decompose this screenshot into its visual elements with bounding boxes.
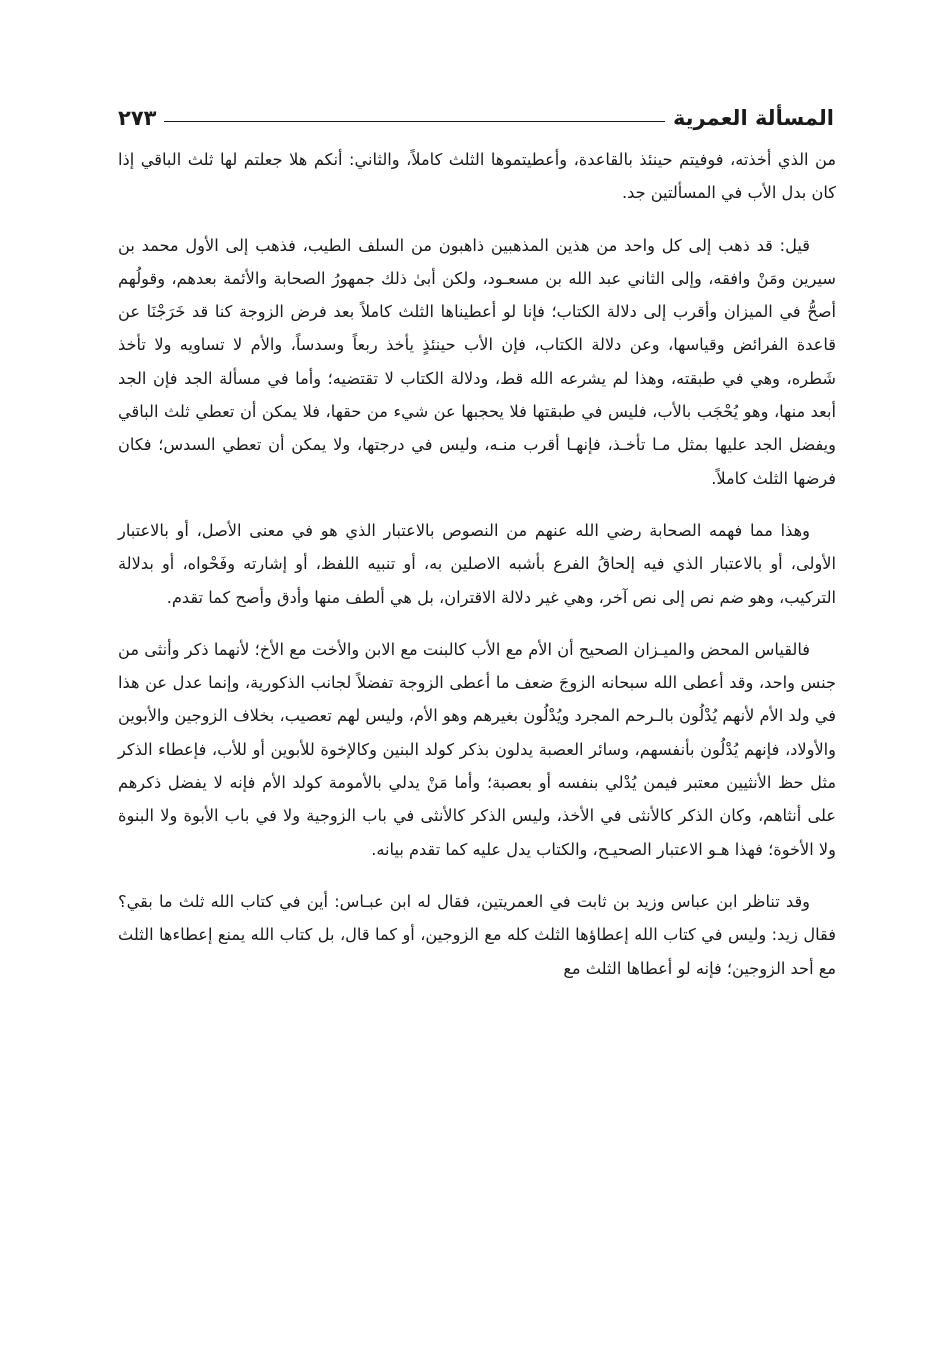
paragraph-4: فالقياس المحض والميـزان الصحيح أن الأم مع الأب كالبنت مع الابن والأخت مع الأخ؛ لأنهما ذكر وأنثى من جنس واحد، وقد أعطى الله سبحانه الزوجَ ضعف ما أعطى الزوجة تفضلاً لجانب الذكورية، وإنما عدل عن هذا في ولد الأم لأنهم يُدْلُون بالـرحم المجرد ويُدْلُون بغيرهم وهو الأم، وليس لهم تعصيب، بخلاف الزوجين والأبوين والأولاد، فإنهم يُدْلُون بأنفسهم، وسائر العصبة يدلون بذكر كولد البنين وكالإخوة للأبوين أو للأب، فإعطاء الذكر مثل حظ الأنثيين معتبر فيمن يُدْلي بنفسه أو بعصبة؛ وأما مَنْ يدلي بالأمومة كولد الأم فإنه لا يفضل ذكرهم على أنثاهم، وكان الذكر كالأنثى في الأخذ، وليس الذكر كالأنثى في باب الزوجية ولا في باب الأبوة ولا البنوة ولا الأخوة؛ فهذا هـو الاعتبار الصحيـح، والكتاب يدل عليه كما تقدم بيانه.: [118, 639, 836, 859]
paragraph-3: وهذا مما فهمه الصحابة رضي الله عنهم من النصوص بالاعتبار الذي هو في معنى الأصل، أو بالاعتبار الأولى، أو بالاعتبار الذي فيه إلحاقُ الفرع بأشبه الاصلين به، أو تنبيه اللفظ، أو إشارته وفَحْواه، أو بدلالة التركيب، وهو ضم نص إلى نص آخر، وهي غير دلالة الاقتران، بل هي ألطف منها وأدق وأصح كما تقدم.: [118, 520, 836, 607]
running-header: [118, 90, 834, 130]
paragraph-2: قيل: قد ذهب إلى كل واحد من هذين المذهبين ذاهبون من السلف الطيب، فذهب إلى الأول محمد بن سيرين ومَنْ وافقه، وإلى الثاني عبد الله بن مسعـود، ولكن أبىٰ ذلك جمهورُ الصحابة والأئمة بعدهم، وقولُهم أصحُّ في الميزان وأقرب إلى دلالة الكتاب؛ فإنا لو أعطيناها الثلث كاملاً بعد فرض الزوجة كنا قد خَرَجْنَا عن قاعدة الفرائض وقياسها، وعن دلالة الكتاب، فإن الأب حينئذٍ يأخذ ربعاً وسدساً، والأم لا تساويه ولا تأخذ شَطره، وهي في طبقته، وهذا لم يشرعه الله قط، ودلالة الكتاب لا تقتضيه؛ وأما في مسألة الجد فإن الجد أبعد منها، وهو يُحْجَب بالأب، فليس في طبقتها فلا يحجبها عن شيء من حقها، فلا يمكن أن تعطي ثلث الباقي ويفضل الجد عليها بمثل مـا تأخـذ، فإنهـا أقرب منـه، وليس في درجتها، ولا يمكن أن تعطي السدس؛ فكان فرضها الثلث كاملاً.: [118, 235, 836, 488]
paragraph-5: وقد تناظر ابن عباس وزيد بن ثابت في العمريتين، فقال له ابن عبـاس: أين في كتاب الله ثلث ما بقي؟ فقال زيد: وليس في كتاب الله إعطاؤها الثلث كله مع الزوجين، أو كما قال، بل كتاب الله يمنع إعطاءها الثلث مع أحد الزوجين؛ فإنه لو أعطاها الثلث مع: [118, 891, 836, 978]
paragraph-1: من الذي أخذته، فوفيتم حينئذ بالقاعدة، وأعطيتموها الثلث كاملاً، والثاني: أنكم هلا جعلتم لها ثلث الباقي إذا كان بدل الأب في المسألتين جد.: [118, 150, 836, 203]
body-text: [118, 143, 836, 985]
header-rule: [164, 121, 664, 122]
page-number: ٢٧٣: [118, 106, 157, 130]
running-header-title: المسألة العمرية: [672, 106, 834, 130]
